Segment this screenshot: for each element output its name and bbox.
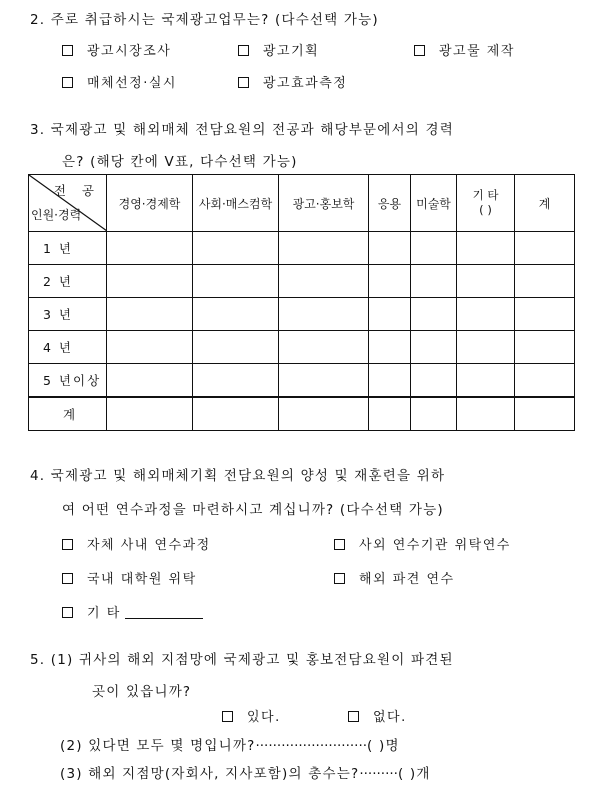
table-cell[interactable] <box>279 364 369 398</box>
table-cell[interactable] <box>193 397 279 431</box>
checkbox[interactable] <box>334 573 345 584</box>
table-cell[interactable] <box>193 364 279 398</box>
table-cell[interactable] <box>369 331 411 364</box>
table-cell[interactable] <box>515 331 575 364</box>
table-cell[interactable] <box>279 298 369 331</box>
col-header: 광고·홍보학 <box>279 175 369 232</box>
table-cell[interactable] <box>193 232 279 265</box>
table-cell[interactable] <box>457 232 515 265</box>
q2-title: 2. 주로 취급하시는 국제광고업무는? (다수선택 가능) <box>30 12 379 28</box>
table-cell[interactable] <box>457 364 515 398</box>
q4-option-in-house[interactable]: 자체 사내 연수과정 <box>62 534 211 553</box>
table-corner-header <box>29 175 107 232</box>
branch-count-input[interactable]: ( ) <box>397 766 417 782</box>
q4-title-line2: 여 어떤 연수과정을 마련하시고 계십니까? (다수선택 가능) <box>62 502 444 518</box>
table-cell[interactable] <box>193 331 279 364</box>
row-label: 1 년 <box>29 232 107 265</box>
q2-option-planning[interactable]: 광고기획 <box>238 40 319 59</box>
table-cell[interactable] <box>107 232 193 265</box>
table-cell[interactable] <box>193 265 279 298</box>
count-input[interactable]: ( ) <box>367 738 386 754</box>
col-header: 미술학 <box>411 175 457 232</box>
table-row <box>29 298 575 331</box>
checkbox[interactable] <box>222 711 233 722</box>
table-row <box>29 364 575 398</box>
checkbox[interactable] <box>334 539 345 550</box>
table-cell[interactable] <box>411 397 457 431</box>
table-cell[interactable] <box>515 265 575 298</box>
table-row <box>29 265 575 298</box>
table-cell[interactable] <box>457 265 515 298</box>
table-cell[interactable] <box>411 265 457 298</box>
q2-option-market-research[interactable]: 광고시장조사 <box>62 40 171 59</box>
col-header-other: 기 타 ( ) <box>457 175 515 232</box>
table-row <box>29 331 575 364</box>
table-cell[interactable] <box>515 397 575 431</box>
checkbox[interactable] <box>238 45 249 56</box>
table-cell[interactable] <box>369 232 411 265</box>
q2-option-effect[interactable]: 광고효과측정 <box>238 72 347 91</box>
q3-title-line1: 3. 국제광고 및 해외매체 전담요원의 전공과 해당부문에서의 경력 <box>30 122 454 138</box>
q4-option-external[interactable]: 사외 연수기관 위탁연수 <box>334 534 511 553</box>
table-cell[interactable] <box>411 298 457 331</box>
col-header: 사회·매스컴학 <box>193 175 279 232</box>
corner-major-label: 전 공 <box>53 183 100 198</box>
col-header: 계 <box>515 175 575 232</box>
table-cell[interactable] <box>457 397 515 431</box>
table-cell[interactable] <box>107 265 193 298</box>
checkbox[interactable] <box>62 77 73 88</box>
table-cell[interactable] <box>279 265 369 298</box>
table-cell[interactable] <box>369 298 411 331</box>
table-cell[interactable] <box>107 397 193 431</box>
table-cell[interactable] <box>515 298 575 331</box>
corner-career-label: 인원·경력 <box>31 208 82 222</box>
table-cell[interactable] <box>457 331 515 364</box>
table-cell[interactable] <box>457 298 515 331</box>
q2-option-media[interactable]: 매체선정·실시 <box>62 72 177 91</box>
table-cell[interactable] <box>369 265 411 298</box>
table-cell[interactable] <box>411 331 457 364</box>
table-cell[interactable] <box>369 364 411 398</box>
q5-part3: (3) 해외 지점망(자회사, 지사포함)의 총수는?·········( )개 <box>60 766 431 782</box>
checkbox[interactable] <box>414 45 425 56</box>
q5-option-no[interactable]: 없다. <box>348 706 407 725</box>
table-row-total <box>29 397 575 431</box>
checkbox[interactable] <box>62 573 73 584</box>
q3-title-line2: 은? (해당 칸에 V표, 다수선택 가능) <box>62 154 298 170</box>
q4-title-line1: 4. 국제광고 및 해외매체기획 전담요원의 양성 및 재훈련을 위하 <box>30 468 446 484</box>
table-cell[interactable] <box>279 397 369 431</box>
checkbox[interactable] <box>348 711 359 722</box>
row-label: 5 년이상 <box>29 364 107 398</box>
table-cell[interactable] <box>193 298 279 331</box>
q2-option-production[interactable]: 광고물 제작 <box>414 40 515 59</box>
row-label: 2 년 <box>29 265 107 298</box>
checkbox[interactable] <box>62 45 73 56</box>
table-cell[interactable] <box>369 397 411 431</box>
table-cell[interactable] <box>107 298 193 331</box>
row-label: 계 <box>29 397 107 431</box>
table-cell[interactable] <box>411 364 457 398</box>
col-header: 응용 <box>369 175 411 232</box>
table-cell[interactable] <box>279 232 369 265</box>
row-label: 3 년 <box>29 298 107 331</box>
col-header: 경영·경제학 <box>107 175 193 232</box>
q5-part1-line1: 5. (1) 귀사의 해외 지점망에 국제광고 및 홍보전담요원이 파견된 <box>30 652 454 668</box>
table-row <box>29 232 575 265</box>
table-cell[interactable] <box>279 331 369 364</box>
q4-option-other[interactable]: 기 타 <box>62 602 203 621</box>
q4-option-grad-school[interactable]: 국내 대학원 위탁 <box>62 568 197 587</box>
other-input-line[interactable] <box>125 606 203 619</box>
q5-option-yes[interactable]: 있다. <box>222 706 281 725</box>
table-cell[interactable] <box>107 331 193 364</box>
table-cell[interactable] <box>515 364 575 398</box>
row-label: 4 년 <box>29 331 107 364</box>
q4-option-overseas[interactable]: 해외 파견 연수 <box>334 568 455 587</box>
checkbox[interactable] <box>62 539 73 550</box>
checkbox[interactable] <box>238 77 249 88</box>
checkbox[interactable] <box>62 607 73 618</box>
table-cell[interactable] <box>411 232 457 265</box>
table-cell[interactable] <box>515 232 575 265</box>
career-table <box>28 174 575 431</box>
q5-part1-line2: 곳이 있읍니까? <box>92 684 192 700</box>
q5-part2: (2) 있다면 모두 몇 명입니까?··························( )명 <box>60 738 400 754</box>
table-cell[interactable] <box>107 364 193 398</box>
